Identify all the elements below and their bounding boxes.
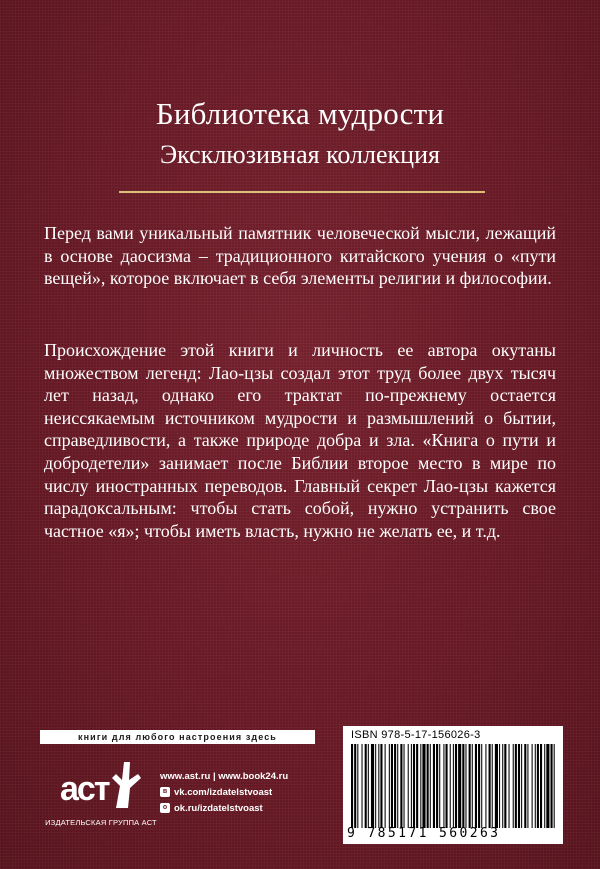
barcode-bar [391,744,393,828]
barcode-bar [509,744,510,828]
barcode-bar [397,744,398,828]
barcode-bar [481,744,482,828]
barcode-bar [430,744,431,828]
description-paragraph-2: Происхождение этой книги и личность ее автора окутаны множеством легенд: Лао-цзы создал этот труд более двух тысяч лет назад, однако его трактат по-прежнему остается неиссякаемым источником мудрости и размышлений о бытии, справедливости, а также природе добра и зла. «Книга о пути и добродетели» занимает после Библии второе место в мире по числу иностранных переводов. Главный секрет Лао-цзы кажется парадоксальным: чтобы стать собой, нужно устранить свое частное «я»; чтобы иметь власть, нужно не желать ее, и т.д. [44,340,556,541]
barcode-bar [362,744,363,828]
barcode-bar [535,744,536,828]
barcode-bar [420,744,421,828]
tagline-banner: книги для любого настроения здесь [40,730,315,744]
barcode-bar [365,744,367,828]
barcode-bar [385,744,386,828]
barcode-bar [524,744,526,828]
barcode-bar [427,744,429,828]
barcode-bar [540,744,542,828]
barcode-bar [504,744,506,828]
series-title: Библиотека мудрости [155,96,445,131]
barcode-bar [537,744,539,828]
barcode-bar [375,744,376,828]
barcode-bar [515,744,517,828]
barcode-bar [465,744,466,828]
barcode-bar [394,744,396,828]
barcode-bar [527,744,528,828]
barcode-bar [378,744,379,828]
barcode-bar [513,744,514,828]
barcode-bar [351,744,353,828]
barcode-bar [413,744,415,828]
barcode-bar [502,744,503,828]
contact-links [160,768,288,816]
barcode-bar [439,744,440,828]
barcode-bar [472,744,473,828]
barcode-bar [521,744,522,828]
barcode-bar [368,744,369,828]
isbn-label: ISBN 978-5-17-156026-3 [351,729,481,741]
vk-icon: в [160,787,170,797]
barcode-bar [411,744,412,828]
barcode-bar [400,744,402,828]
publisher-logo [58,756,146,816]
logo-figure-icon [112,762,141,808]
barcode-bar [455,744,457,828]
barcode-bar [518,744,520,828]
barcode-bar [357,744,358,828]
barcode-bar [436,744,438,828]
barcode-bar [380,744,382,828]
description-paragraph-1: Перед вами уникальный памятник человеческой мысли, лежащий в основе даосизма – традиционного китайского учения о «пути вещей», которое включает в себя элементы религии и философии. [44,223,556,289]
barcode-bar [475,744,477,828]
ok-icon: о [160,803,170,813]
barcode [349,744,557,828]
vk-link[interactable]: vk.com/izdatelstvoast [174,786,273,798]
ok-row [160,800,288,816]
isbn-digits: 9 785171 560263 [347,826,501,841]
barcode-bar [446,744,448,828]
barcode-bar [492,744,493,828]
websites-row [160,768,288,784]
barcode-bar [546,744,549,828]
isbn-box [343,726,563,844]
barcode-bar [495,744,498,828]
barcode-bar [443,744,444,828]
barcode-bar [462,744,464,828]
barcode-bar [354,744,356,828]
barcode-bar [532,744,533,828]
barcode-bar [499,744,500,828]
barcode-bar [408,744,409,828]
barcode-bar [450,744,451,828]
websites-link[interactable]: www.ast.ru | www.book24.ru [160,770,289,782]
series-subtitle: Эксклюзивная коллекция [160,140,440,169]
barcode-bar [469,744,471,828]
barcode-bar [554,744,555,828]
barcode-bar [404,744,405,828]
ok-link[interactable]: ok.ru/izdatelstvoast [174,802,263,814]
barcode-bar [544,744,545,828]
barcode-bar [371,744,374,828]
title-divider [119,191,485,193]
barcode-bar [485,744,486,828]
publisher-logo-text: аст [60,770,109,808]
barcode-bar [416,744,418,828]
publisher-name: ИЗДАТЕЛЬСКАЯ ГРУППА АСТ [45,818,157,827]
vk-row [160,784,288,800]
barcode-bar [458,744,461,828]
barcode-bar [453,744,454,828]
barcode-bar [489,744,491,828]
barcode-bar [478,744,480,828]
barcode-bar [433,744,435,828]
barcode-bar [389,744,390,828]
barcode-bar [551,744,553,828]
barcode-bar [422,744,425,828]
